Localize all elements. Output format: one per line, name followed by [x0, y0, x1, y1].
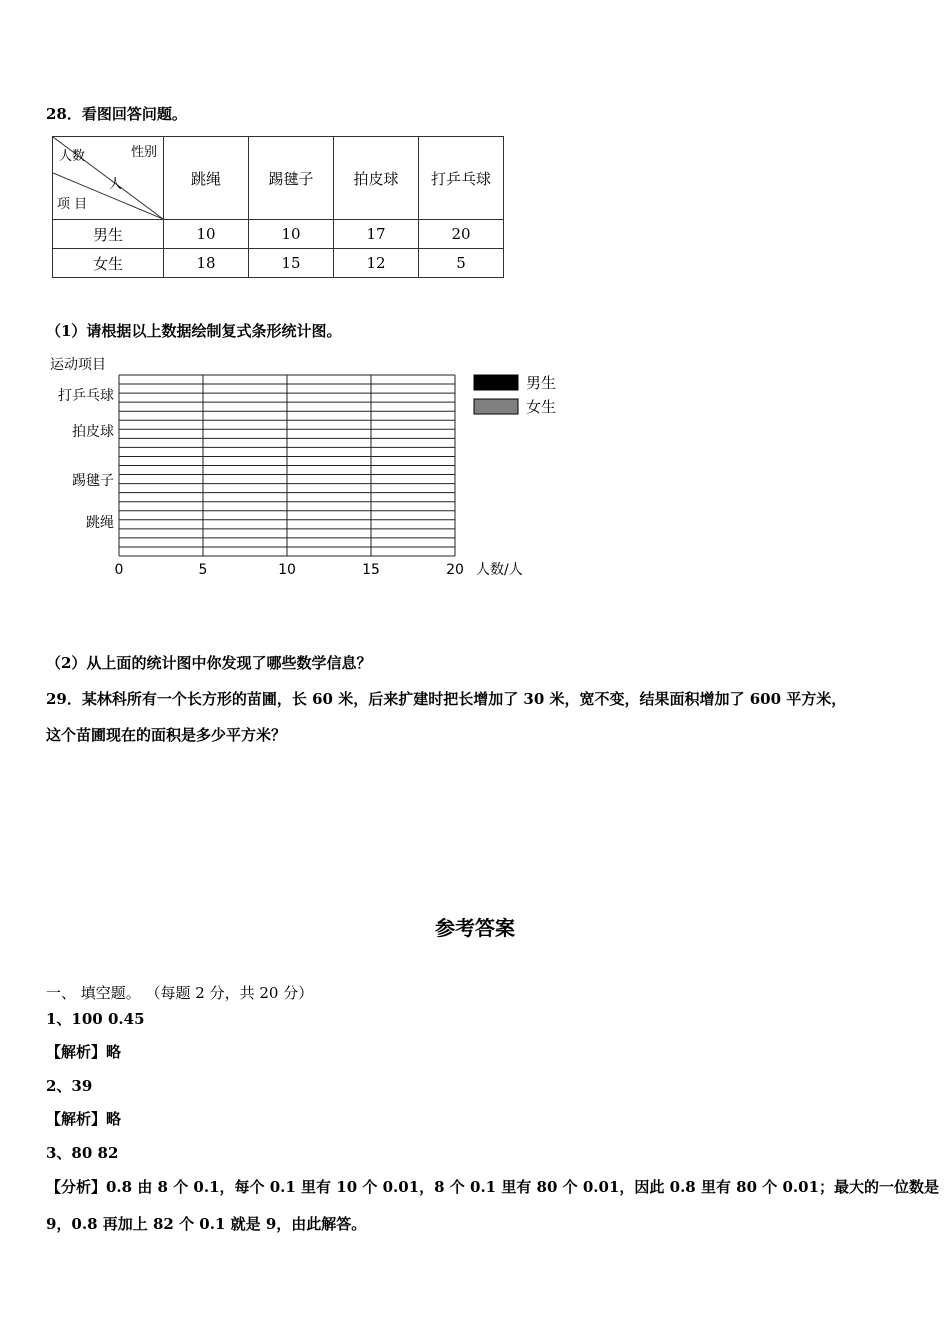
- corner-label-count: 人数: [59, 149, 86, 164]
- category-label: 打乒乓球: [58, 388, 114, 404]
- corner-label-item: 项 目: [57, 197, 88, 212]
- answers-title: 参考答案: [435, 916, 515, 940]
- table-header: 拍皮球: [334, 137, 419, 220]
- x-tick-label: 15: [362, 562, 380, 578]
- row-label: 男生: [53, 220, 164, 249]
- category-label: 踢毽子: [72, 473, 114, 489]
- table-row: [53, 249, 504, 278]
- answer-3-analysis-line-2: 9，0.8 再加上 82 个 0.1 就是 9，由此解答。: [46, 1215, 367, 1233]
- table-header: 踢毽子: [249, 137, 334, 220]
- category-label: 跳绳: [86, 515, 114, 531]
- legend-swatch: [474, 375, 518, 390]
- answer-2-note: 【解析】略: [46, 1110, 122, 1128]
- answers-section-heading: 一、 填空题。 （每题 2 分，共 20 分）: [46, 984, 314, 1002]
- table-header: 打乒乓球: [419, 137, 504, 220]
- x-tick-label: 5: [198, 562, 208, 578]
- table-row: [53, 220, 504, 249]
- answer-3: 3、80 82: [46, 1144, 119, 1162]
- bar-chart: [40, 350, 580, 590]
- table-cell: 17: [334, 220, 419, 249]
- table-cell: 5: [419, 249, 504, 278]
- corner-label-unit: 人: [109, 177, 123, 192]
- table-cell: 10: [249, 220, 334, 249]
- table-cell: 20: [419, 220, 504, 249]
- question-28-title: 28．看图回答问题。: [46, 105, 187, 123]
- x-tick-label: 20: [446, 562, 464, 578]
- chart-svg: [40, 350, 580, 590]
- question-28-part-1: （1）请根据以上数据绘制复式条形统计图。: [46, 322, 342, 340]
- legend-label: 女生: [526, 398, 557, 416]
- table-cell: 12: [334, 249, 419, 278]
- question-29-line-1: 29．某林科所有一个长方形的苗圃，长 60 米，后来扩建时把长增加了 30 米，宽不变，结果面积增加了 600 平方米，: [46, 690, 847, 708]
- chart-x-axis-title: 人数/人: [476, 562, 523, 578]
- question-29-line-2: 这个苗圃现在的面积是多少平方米？: [46, 726, 287, 744]
- answer-3-analysis-line-1: 【分析】0.8 由 8 个 0.1，每个 0.1 里有 10 个 0.01，8 个 0.1 里有 80 个 0.01，因此 0.8 里有 80 个 0.01；最大的一位数是: [46, 1178, 940, 1196]
- chart-y-axis-title: 运动项目: [50, 357, 106, 373]
- corner-label-gender: 性别: [131, 145, 158, 160]
- table-cell: 18: [164, 249, 249, 278]
- x-tick-label: 10: [278, 562, 296, 578]
- legend-label: 男生: [526, 374, 557, 392]
- table-cell: 15: [249, 249, 334, 278]
- legend-swatch: [474, 399, 518, 414]
- x-tick-label: 0: [114, 562, 124, 578]
- table-corner-cell: [53, 137, 164, 220]
- data-table: [52, 136, 504, 278]
- table-cell: 10: [164, 220, 249, 249]
- row-label: 女生: [53, 249, 164, 278]
- answer-1-note: 【解析】略: [46, 1043, 122, 1061]
- answer-2: 2、39: [46, 1077, 93, 1095]
- question-28-part-2: （2）从上面的统计图中你发现了哪些数学信息？: [46, 654, 372, 672]
- answer-1: 1、100 0.45: [46, 1010, 145, 1028]
- category-label: 拍皮球: [72, 424, 114, 440]
- table-header: 跳绳: [164, 137, 249, 220]
